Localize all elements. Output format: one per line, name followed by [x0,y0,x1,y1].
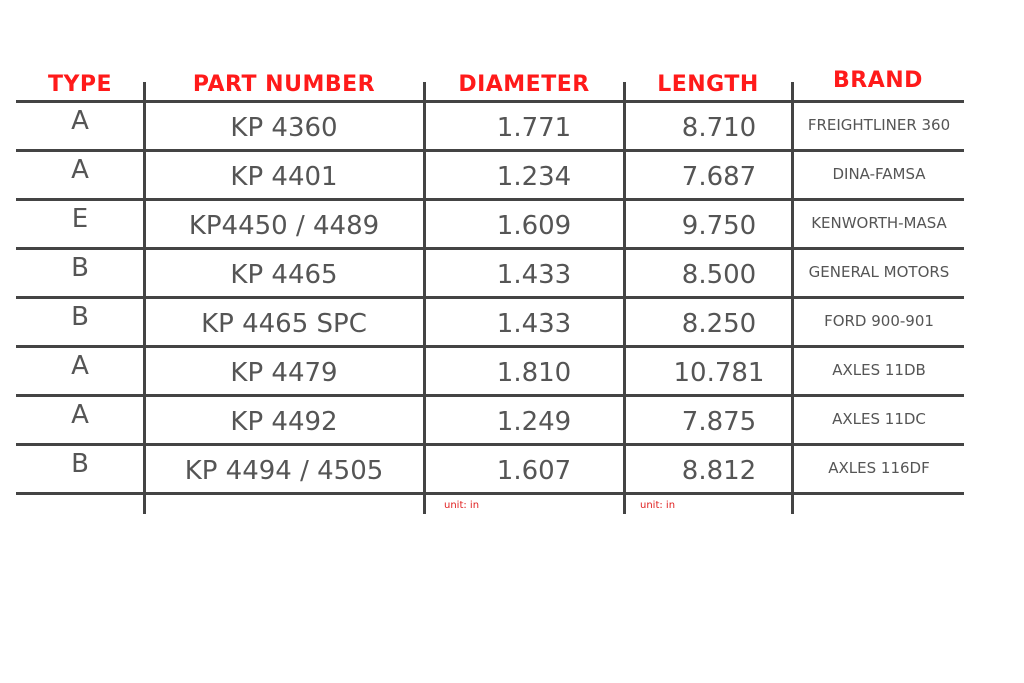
diameter-unit-note: unit: in [444,500,480,511]
cell-part-number: KP 4492 [230,407,338,437]
table-row [16,443,964,492]
cell-diameter: 1.609 [496,211,572,241]
cell-diameter: 1.249 [496,407,572,437]
header-diameter: DIAMETER [458,72,590,97]
cell-brand: AXLES 11DC [832,410,926,428]
cell-brand: FORD 900-901 [824,312,934,330]
cell-diameter: 1.433 [496,309,572,339]
cell-length: 8.812 [681,456,757,486]
cell-length: 9.750 [681,211,757,241]
parts-table [16,62,964,516]
cell-part-number: KP 4465 SPC [201,309,367,339]
cell-type: B [71,253,89,283]
cell-length: 7.875 [681,407,757,437]
header-brand: BRAND [833,68,923,93]
cell-diameter: 1.607 [496,456,572,486]
cell-brand: DINA-FAMSA [832,165,926,183]
cell-diameter: 1.433 [496,260,572,290]
cell-brand: AXLES 116DF [828,459,930,477]
cell-type: A [71,351,89,381]
row-divider [16,492,964,495]
cell-diameter: 1.810 [496,358,572,388]
table-row [16,296,964,345]
table-row [16,198,964,247]
cell-type: B [71,302,89,332]
cell-part-number: KP4450 / 4489 [188,211,380,241]
cell-part-number: KP 4479 [230,358,338,388]
cell-type: A [71,155,89,185]
cell-length: 8.500 [681,260,757,290]
table-row [16,100,964,149]
cell-type: A [71,400,89,430]
cell-part-number: KP 4401 [230,162,338,192]
table-row [16,394,964,443]
cell-diameter: 1.771 [496,113,572,143]
length-unit-note: unit: in [640,500,676,511]
cell-length: 7.687 [681,162,757,192]
cell-brand: AXLES 11DB [832,361,926,379]
cell-part-number: KP 4494 / 4505 [184,456,384,486]
cell-type: B [71,449,89,479]
header-length: LENGTH [657,72,759,97]
cell-type: E [71,204,89,234]
cell-part-number: KP 4360 [230,113,338,143]
table-row [16,345,964,394]
header-part-number: PART NUMBER [192,72,376,97]
cell-length: 8.710 [681,113,757,143]
cell-diameter: 1.234 [496,162,572,192]
cell-part-number: KP 4465 [230,260,338,290]
cell-length: 8.250 [681,309,757,339]
cell-brand: FREIGHTLINER 360 [807,116,951,134]
header-type: TYPE [47,72,113,97]
cell-brand: GENERAL MOTORS [808,263,950,281]
cell-length: 10.781 [673,358,765,388]
table-row [16,247,964,296]
cell-brand: KENWORTH-MASA [811,214,947,232]
table-row [16,149,964,198]
cell-type: A [71,106,89,136]
